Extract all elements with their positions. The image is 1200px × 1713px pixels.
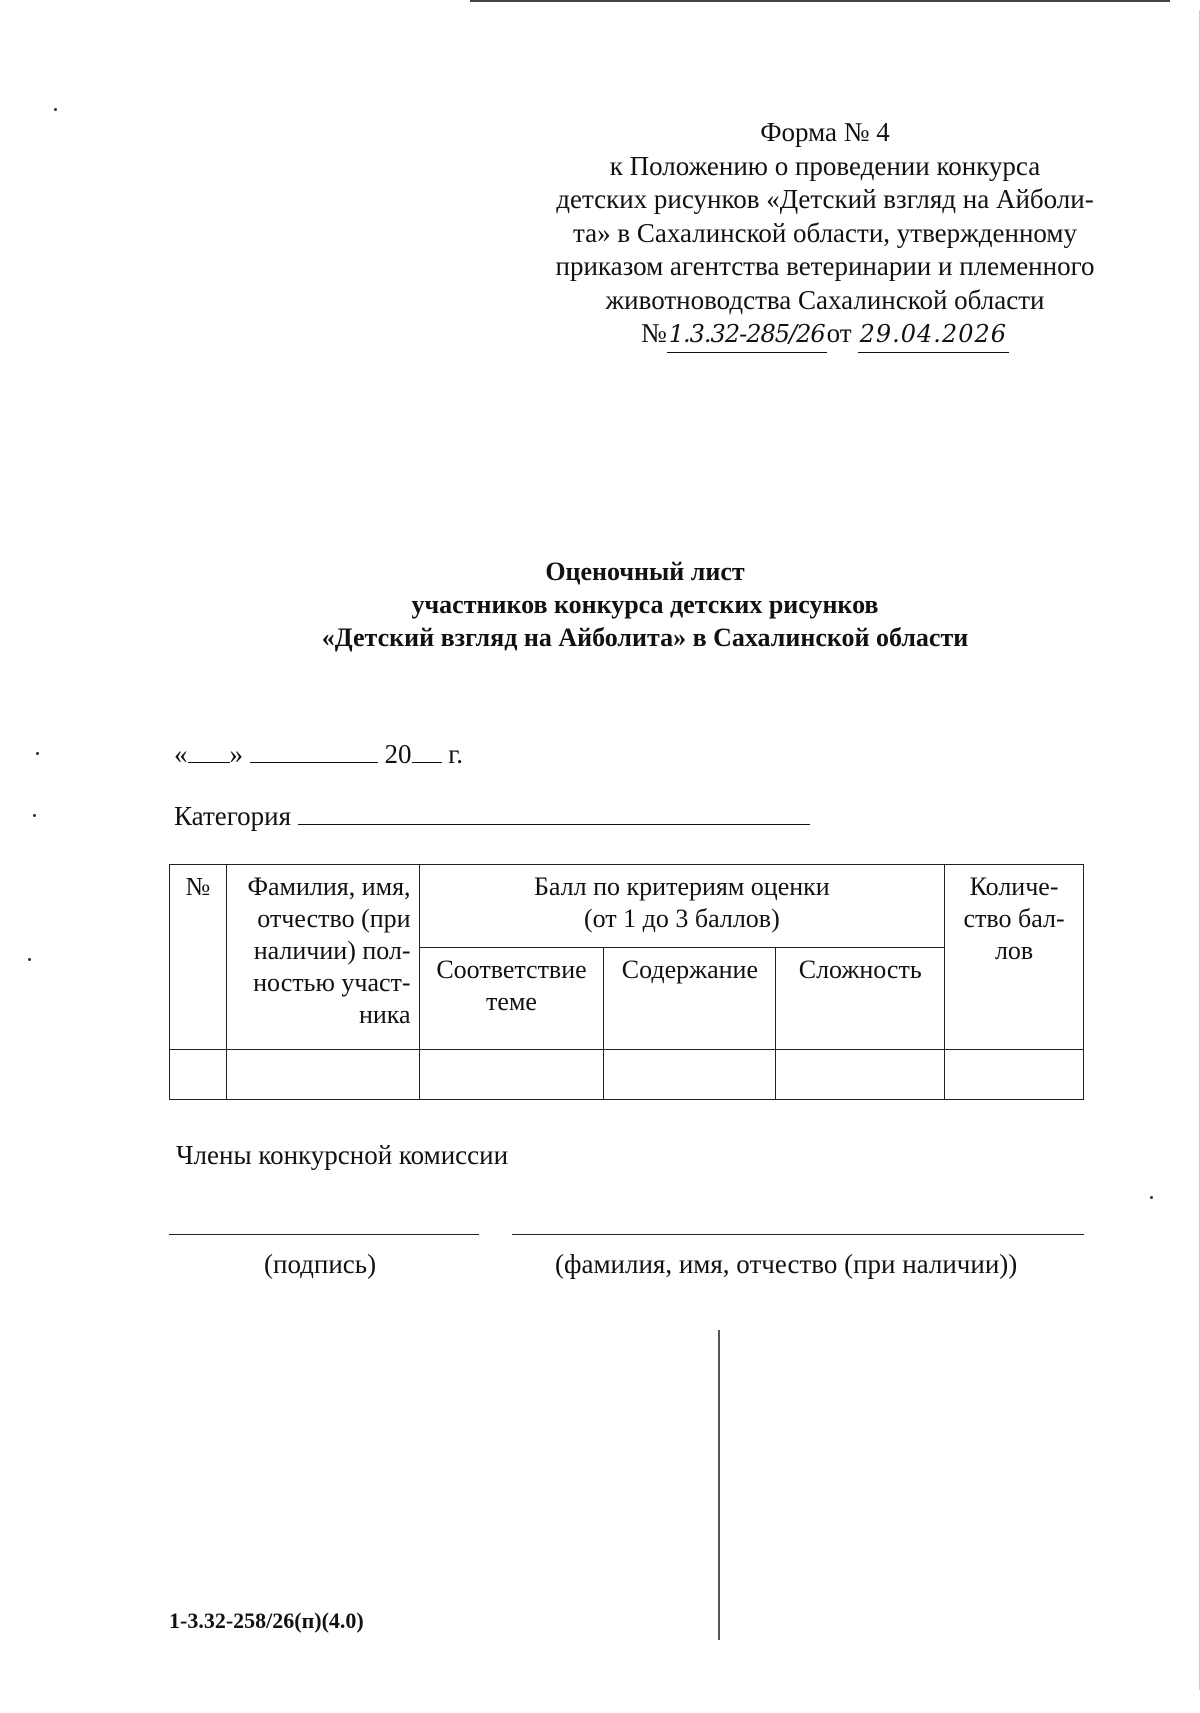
scan-artifact-line (718, 1330, 720, 1640)
category-line (174, 800, 810, 832)
commission-label: Члены конкурсной комиссии (176, 1140, 509, 1170)
date-open-quote: « (174, 739, 188, 769)
table-header-row-1 (170, 865, 1084, 948)
order-date-prefix: от (826, 318, 852, 348)
scan-speck (54, 108, 57, 111)
order-number-handwritten: 1.3.32-285/26 (667, 318, 827, 353)
date-close-quote: » (229, 739, 243, 769)
scan-speck (36, 752, 39, 755)
reference-line-3: та» в Сахалинской области, утвержденному (573, 217, 1077, 248)
table-cell (945, 1050, 1084, 1100)
month-blank (250, 738, 378, 763)
header-criterion-content: Содержание (604, 948, 776, 1050)
header-criteria-group (419, 865, 945, 948)
scan-speck (28, 958, 31, 961)
reference-line-4: приказом агентства ветеринарии и племенного (555, 251, 1095, 281)
title-line-3: «Детский взгляд на Айболита» в Сахалинской области (321, 623, 969, 652)
criteria-group-range: (от 1 до 3 баллов) (583, 904, 780, 933)
table-cell (604, 1050, 776, 1100)
order-number-prefix: № (640, 318, 667, 348)
signature-line (169, 1234, 479, 1235)
year-blank (412, 738, 442, 763)
scan-speck (1150, 1196, 1153, 1199)
year-prefix: 20 (384, 739, 412, 769)
document-title (0, 555, 1200, 654)
header-participant-name: Фамилия, имя, отчество (при наличии) пол-ностью участ-ника (226, 865, 419, 1050)
table-cell (419, 1050, 604, 1100)
form-number: Форма № 4 (760, 117, 890, 147)
date-line (174, 738, 463, 770)
category-blank (298, 800, 810, 825)
header-criterion-theme: Соответствие теме (419, 948, 604, 1050)
header-total-score: Количе-ство бал-лов (945, 865, 1084, 1050)
header-criterion-complexity: Сложность (776, 948, 945, 1050)
scan-speck (33, 814, 36, 817)
member-name-line (512, 1234, 1084, 1235)
signature-caption: (подпись) (264, 1249, 377, 1279)
title-line-1: Оценочный лист (545, 557, 745, 586)
member-name-caption: (фамилия, имя, отчество (при наличии)) (555, 1249, 1018, 1279)
evaluation-table (169, 864, 1084, 1100)
title-line-2: участников конкурса детских рисунков (411, 590, 879, 619)
order-date-handwritten: 29.04.2026 (858, 318, 1009, 353)
category-label: Категория (174, 801, 291, 831)
table-cell (776, 1050, 945, 1100)
reference-line-5: животноводства Сахалинской области (605, 284, 1045, 315)
year-suffix: г. (448, 739, 464, 769)
header-number: № (170, 865, 227, 1050)
document-code: 1-3.32-258/26(п)(4.0) (169, 1608, 364, 1633)
table-row (170, 1050, 1084, 1100)
reference-line-1: к Положению о проведении конкурса (609, 150, 1041, 181)
day-blank (188, 738, 230, 763)
table-cell (170, 1050, 227, 1100)
criteria-group-title: Балл по критериям оценки (533, 872, 830, 901)
table-cell (226, 1050, 419, 1100)
form-reference-block (520, 116, 1130, 353)
reference-line-2: детских рисунков «Детский взгляд на Айболи- (556, 184, 1094, 214)
order-reference-line (520, 317, 1130, 353)
scan-page-edge (470, 0, 1170, 2)
